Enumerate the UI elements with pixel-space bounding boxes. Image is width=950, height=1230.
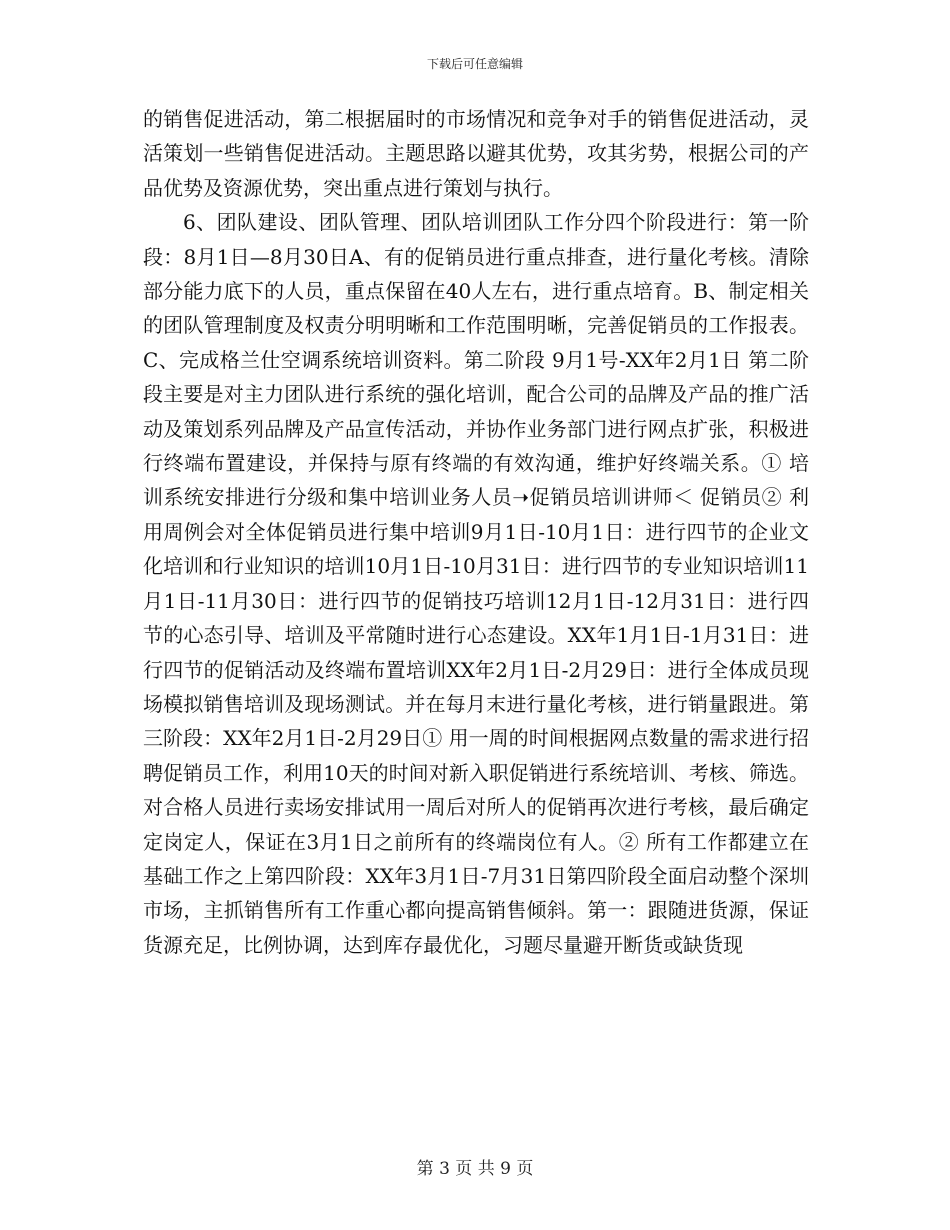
document-body xyxy=(143,102,809,962)
page-header: 下载后可任意编辑 xyxy=(426,57,523,71)
page-footer: 第 3 页 共 9 页 xyxy=(416,1159,534,1179)
paragraph-team-building: 6、团队建设、团队管理、团队培训团队工作分四个阶段进行：第一阶段：8月1日—8月30日A、有的促销员进行重点排查，进行量化考核。清除部分能力底下的人员，重点保留在40人左右，进行重点培育。B、制定相关的团队管理制度及权责分明明晰和工作范围明晰，完善促销员的工作报表。C、完成格兰仕空调系统培训资料。第二阶段 9月1号-XX年2月1日 第二阶段主要是对主力团队进行系统的强化培训，配合公司的品牌及产品的推广活动及策划系列品牌及产品宣传活动，并协作业务部门进行网点扩张，积极进行终端布置建设，并保持与原有终端的有效沟通，维护好终端关系。① 培训系统安排进行分级和集中培训业务人员➝促销员培训讲师＜ 促销员② 利用周例会对全体促销员进行集中培训9月1日-10月1日：进行四节的企业文化培训和行业知识的培训10月1日-10月31日：进行四节的专业知识培训11月1日-11月30日：进行四节的促销技巧培训12月1日-12月31日：进行四节的心态引导、培训及平常随时进行心态建设。XX年1月1日-1月31日：进行四节的促销活动及终端布置培训XX年2月1日-2月29日：进行全体成员现场模拟销售培训及现场测试。并在每月末进行量化考核，进行销量跟进。第三阶段：XX年2月1日-2月29日① 用一周的时间根据网点数量的需求进行招聘促销员工作，利用10天的时间对新入职促销进行系统培训、考核、筛选。对合格人员进行卖场安排试用一周后对所人的促销再次进行考核，最后确定定岗定人，保证在3月1日之前所有的终端岗位有人。② 所有工作都建立在基础工作之上第四阶段：XX年3月1日-7月31日第四阶段全面启动整个深圳市场，主抓销售所有工作重心都向提高销售倾斜。第一：跟随进货源，保证货源充足，比例协调，达到库存最优化，习题尽量避开断货或缺货现 xyxy=(143,210,809,957)
paragraph-continuation: 的销售促进活动，第二根据届时的市场情况和竞争对手的销售促进活动，灵活策划一些销售促进活动。主题思路以避其优势，攻其劣势，根据公司的产品优势及资源优势，突出重点进行策划与执行。 xyxy=(143,107,809,200)
